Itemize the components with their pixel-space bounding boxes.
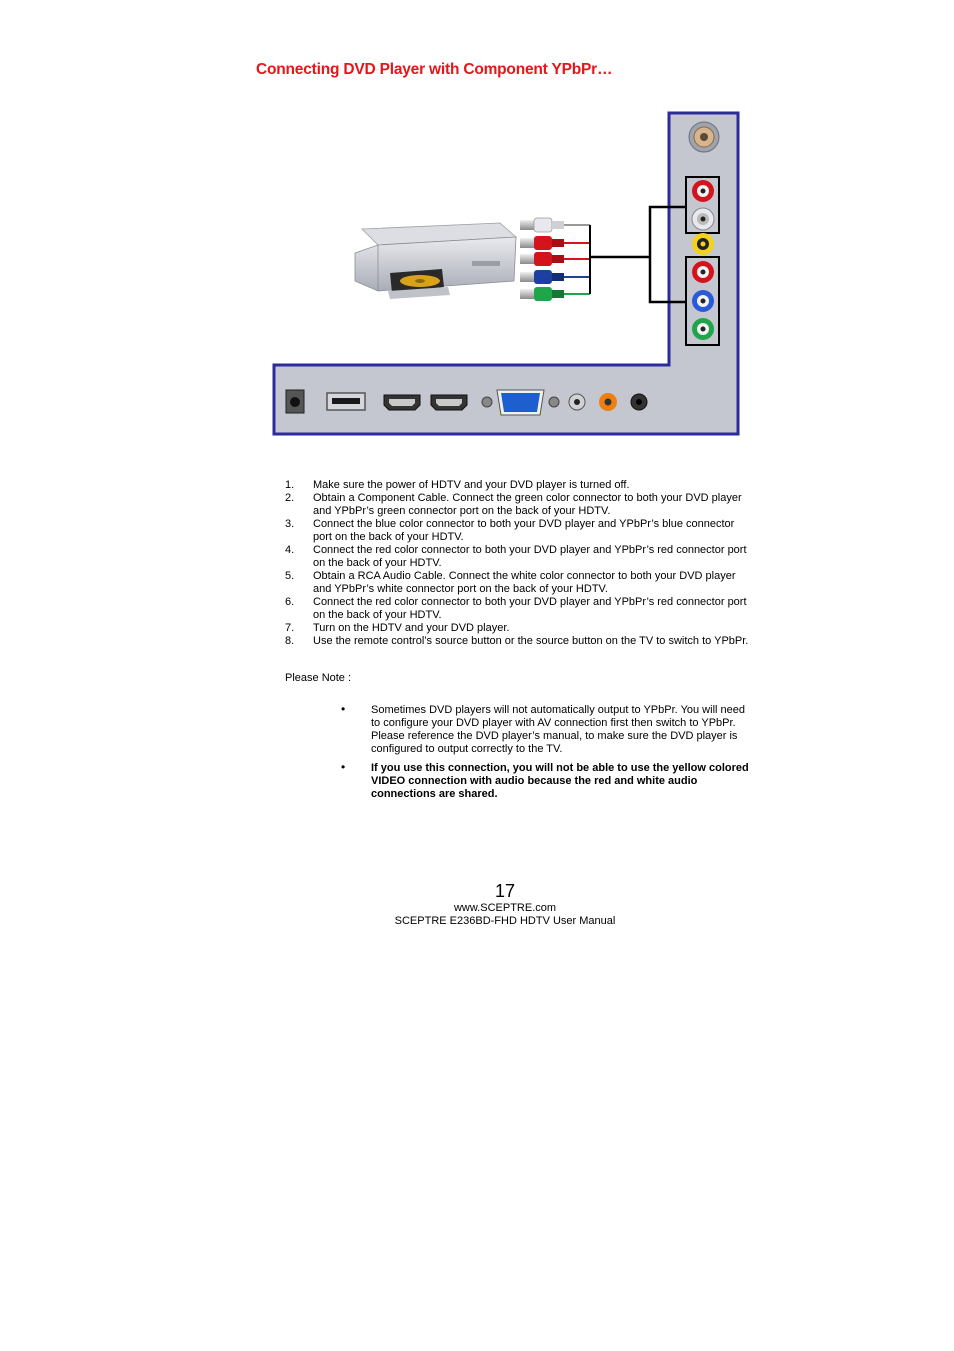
hdmi-port-2 (431, 395, 467, 410)
hdmi-port-1 (384, 395, 420, 410)
audio-red-port (692, 180, 714, 202)
audio-white-port (692, 208, 714, 230)
video-yellow-port (692, 233, 714, 255)
step-item: 2. Obtain a Component Cable. Connect the green color connector to both your DVD player and YPbPr’s green connector port on the back of your HDTV. (285, 492, 742, 517)
page-number: 17 (494, 881, 516, 901)
antenna-jack (689, 122, 719, 152)
bullet-icon: • (341, 760, 346, 774)
notes-list (341, 704, 753, 807)
plug-red (520, 236, 590, 250)
step-item: 3. Connect the blue color connector to both your DVD player and YPbPr’s blue connector port on the back of your HDTV. (285, 518, 735, 543)
step-item: 8. Use the remote control’s source button or the source button on the TV to switch to YPbPr. (285, 635, 749, 647)
plug-white (520, 218, 590, 232)
component-blue-port (692, 290, 714, 312)
step-item: 4. Connect the red color connector to both your DVD player and YPbPr’s red connector port on the back of your HDTV. (285, 544, 747, 569)
note-item-warning: • If you use this connection, you will not be able to use the yellow colored VIDEO connection with audio because the red and white audio connections are shared. (341, 760, 749, 800)
footer-website: www.SCEPTRE.com (453, 902, 557, 914)
connection-diagram (272, 111, 742, 438)
bullet-icon: • (341, 702, 346, 716)
power-jack (286, 390, 304, 413)
component-green-port (692, 318, 714, 340)
step-item: 6. Connect the red color connector to both your DVD player and YPbPr’s red connector port on the back of your HDTV. (285, 596, 747, 621)
step-item: 7. Turn on the HDTV and your DVD player. (285, 622, 510, 634)
plug-blue (520, 270, 590, 284)
spdif-port (599, 393, 617, 411)
audio-jack-small (569, 394, 585, 410)
plug-red-2 (520, 252, 590, 266)
step-item: 5. Obtain a RCA Audio Cable. Connect the white color connector to both your DVD player and YPbPr’s white connector port on the back of your HDTV. (285, 570, 736, 595)
page-title: Connecting DVD Player with Component YPbPr… (256, 61, 613, 78)
plug-green (520, 287, 590, 301)
steps-list (285, 479, 755, 648)
footer-manual-title: SCEPTRE E236BD-FHD HDTV User Manual (394, 915, 616, 927)
step-item: 1. Make sure the power of HDTV and your DVD player is turned off. (285, 479, 630, 491)
usb-port (327, 393, 365, 410)
rca-plugs (520, 218, 590, 301)
component-red-port (692, 261, 714, 283)
headphone-jack (631, 394, 647, 410)
dvd-player (355, 223, 516, 299)
note-label: Please Note : (285, 672, 352, 684)
note-item: • Sometimes DVD players will not automatically output to YPbPr. You will need to configure your DVD player with AV connection first then switch to YPbPr. Please reference the DVD player’s manual, to make sure the DVD player is configured to output correctly to the TV. (341, 702, 745, 755)
page-footer (0, 880, 954, 928)
